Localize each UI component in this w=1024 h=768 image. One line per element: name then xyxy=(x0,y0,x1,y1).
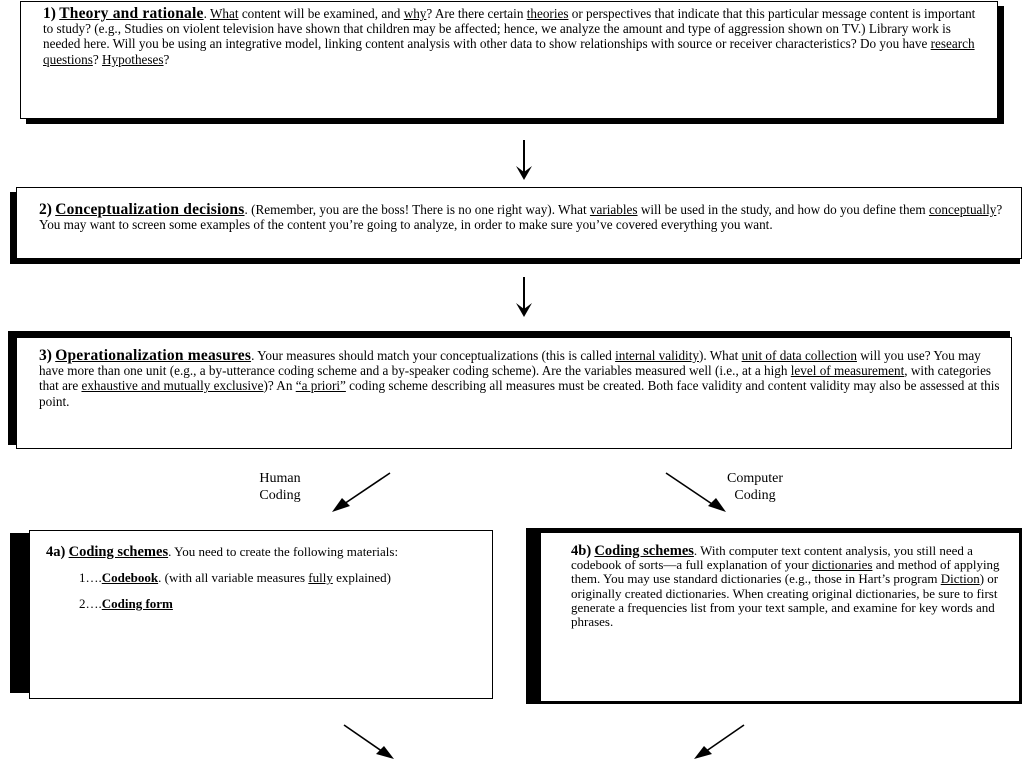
arrow-down-left-icon xyxy=(330,470,400,515)
step3-box xyxy=(16,337,1012,449)
step4a-box xyxy=(29,530,493,699)
arrow-down-right-icon xyxy=(660,470,730,515)
human-coding-label: Human Coding xyxy=(259,471,301,503)
arrow-down-icon xyxy=(512,140,536,182)
arrow-down-icon xyxy=(512,277,536,319)
step4b-number: 4b) xyxy=(571,543,592,559)
computer-coding-label: Computer Coding xyxy=(727,471,783,503)
step1-number: 1) xyxy=(43,5,56,22)
step3-heading: Operationalization measures xyxy=(55,347,252,364)
step2-box xyxy=(16,187,1022,259)
step1-box xyxy=(20,1,998,119)
arrow-down-left-icon xyxy=(690,722,750,762)
step2-heading: Conceptualization decisions xyxy=(55,201,245,218)
step4b-text: 4b) Coding schemes. With computer text content analysis, you still need a codebook of sorts—a full explanation of your dictionaries and method of applying them. You may use standard dictionaries (e.g., those in Hart’s program Diction) or originally created dictionaries. When creating original dictionaries, be sure to first generate a frequencies list from your text sample, and examine for key words and phrases. xyxy=(571,543,1000,630)
step4a-item-codebook: 1….Codebook. (with all variable measures fully explained) xyxy=(79,570,391,585)
step4a-intro: 4a) Coding schemes. You need to create the following materials: xyxy=(46,544,399,560)
arrow-down-right-icon xyxy=(340,722,400,762)
step2-number: 2) xyxy=(39,201,52,218)
step3-number: 3) xyxy=(39,347,52,364)
step3-text: 3) Operationalization measures. Your measures should match your conceptualizations (this is called internal validity). What unit of data collection will you use? You may have more than one unit (e.g., a by-utterance coding scheme and a by-speaker coding scheme). Are the variables measured well (i.e., at a high level of measurement, with categories that are exhaustive and mutually exclusive)? An “a priori” coding scheme describing all measures must be created. Both face validity and content validity may also be assessed at this point. xyxy=(39,347,1000,409)
step2-text: 2) Conceptualization decisions. (Remember, you are the boss! There is no one right way). What variables will be used in the study, and how do you define them conceptually? You may want to screen some examples of the content you’re going to analyze, in order to make sure you’ve covered everything you want. xyxy=(39,201,1003,233)
step4a-number: 4a) xyxy=(46,544,66,560)
step4b-heading: Coding schemes xyxy=(594,543,694,559)
step4a-item-coding-form: 2….Coding form xyxy=(79,596,173,611)
step4a-heading: Coding schemes xyxy=(68,544,169,560)
step4b-box xyxy=(540,532,1020,702)
step1-heading: Theory and rationale xyxy=(59,5,204,22)
step1-text: 1) Theory and rationale. What content will be examined, and why? Are there certain theories or perspectives that indicate that this particular message content is important to study? (e.g., Studies on violent television have shown that children may be affected; hence, we analyze the amount and type of aggression shown on TV.) Library work is needed here. Will you be using an integrative model, linking content analysis with other data to show relationships with source or receiver characteristics? Do you have research questions? Hypotheses? xyxy=(43,5,976,67)
